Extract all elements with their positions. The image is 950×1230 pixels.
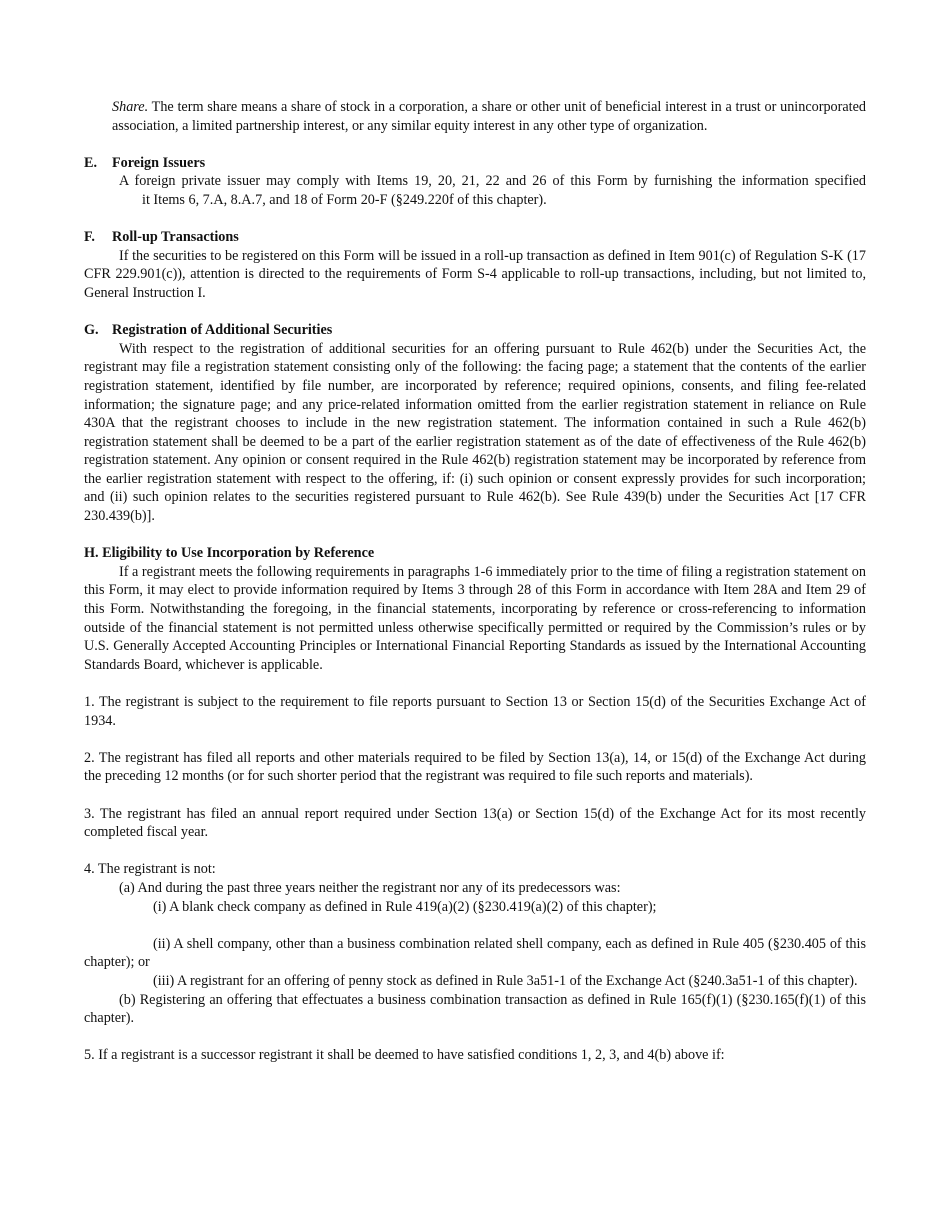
section-g-heading <box>84 321 866 340</box>
section-g-letter: G. <box>84 322 99 339</box>
section-e-body-a: A foreign private issuer may comply with Items 19, 20, 21, 22 and 26 of this Form by furnishing the information specified <box>119 173 866 190</box>
section-g-body: With respect to the registration of additional securities for an offering pursuant to Rule 462(b) under the Securities Act, the registrant may file a registration statement consisting only of the following: the facing page; a statement that the contents of the earlier registration statement, identified by file number, are incorporated by reference; required opinions, consents, and filing fee-related information; the signature page; and any price-related information omitted from the earlier registration statement in reliance on Rule 430A that the registrant chooses to include in the new registration statement. The information contained in such a Rule 462(b) registration statement shall be deemed to be a part of the earlier registration statement as of the date of effectiveness of the Rule 462(b) registration statement. Any opinion or consent required in the Rule 462(b) registration statement may be incorporated by reference from the earlier registration statement with respect to the offering, if: (i) such opinion or consent expressly provides for such incorporation; and (ii) such opinion relates to the securities registered pursuant to Rule 462(b). See Rule 439(b) under the Securities Act [17 CFR 230.439(b)]. <box>84 340 866 525</box>
item-4a-iii: (iii) A registrant for an offering of penny stock as defined in Rule 3a51-1 of the Exchange Act (§240.3a51-1 of this chapter). <box>153 972 858 989</box>
section-f-heading <box>84 228 866 247</box>
section-e-body-b: it Items 6, 7.A, 8.A.7, and 18 of Form 20-F (§249.220f of this chapter). <box>142 191 547 208</box>
item-4: 4. The registrant is not: <box>84 861 216 878</box>
item-1: 1. The registrant is subject to the requirement to file reports pursuant to Section 13 or Section 15(d) of the Securities Exchange Act of 1934. <box>84 694 866 729</box>
section-g-title: Registration of Additional Securities <box>112 322 333 339</box>
section-e-title: Foreign Issuers <box>112 154 206 171</box>
share-term: Share. <box>112 99 149 115</box>
section-f-body: If the securities to be registered on this Form will be issued in a roll-up transaction as defined in Item 901(c) of Regulation S-K (17 CFR 229.901(c)), attention is directed to the requirements of Form S-4 applicable to roll-up transactions, including, but not limited to, General Instruction I. <box>84 247 866 301</box>
item-4a: (a) And during the past three years neither the registrant nor any of its predecessors was: <box>119 879 621 896</box>
item-3: 3. The registrant has filed an annual report required under Section 13(a) or Section 15(d) of the Exchange Act for its most recently completed fiscal year. <box>84 805 866 841</box>
section-h-heading: H. Eligibility to Use Incorporation by Reference <box>84 545 375 562</box>
item-4a-i: (i) A blank check company as defined in Rule 419(a)(2) (§230.419(a)(2) of this chapter); <box>153 898 657 915</box>
item-5: 5. If a registrant is a successor registrant it shall be deemed to have satisfied conditions 1, 2, 3, and 4(b) above if: <box>84 1047 725 1064</box>
item-4a-ii: (ii) A shell company, other than a business combination related shell company, each as defined in Rule 405 (§230.405 of this chapter); or <box>84 935 866 971</box>
document-page <box>84 98 866 1065</box>
section-e-body <box>84 172 866 209</box>
share-definition <box>84 98 866 135</box>
section-e-letter: E. <box>84 154 98 171</box>
item-4b: (b) Registering an offering that effectuates a business combination transaction as defined in Rule 165(f)(1) (§230.165(f)(1) of this chapter). <box>84 991 866 1027</box>
share-text: The term share means a share of stock in a corporation, a share or other unit of beneficial interest in a trust or unincorporated association, a limited partnership interest, or any similar equity interest in any other type of organization. <box>112 99 866 134</box>
section-f-title: Roll-up Transactions <box>112 229 239 246</box>
section-h-body: If a registrant meets the following requirements in paragraphs 1-6 immediately prior to the time of filing a registration statement on this Form, it may elect to provide information required by Items 3 through 28 of this Form in accordance with Item 28A and Item 29 of this Form. Notwithstanding the foregoing, in the financial statements, incorporating by reference or cross-referencing to information outside of the financial statement is not permitted unless otherwise specifically permitted or required by the Commission’s rules or by U.S. Generally Accepted Accounting Principles or International Financial Reporting Standards as issued by the International Accounting Standards Board, whichever is applicable. <box>84 563 866 673</box>
item-2: 2. The registrant has filed all reports and other materials required to be filed by Section 13(a), 14, or 15(d) of the Exchange Act during the preceding 12 months (or for such shorter period that the registrant was required to file such reports and materials). <box>84 749 866 785</box>
section-e-heading <box>84 154 866 173</box>
section-f-letter: F. <box>84 229 95 246</box>
